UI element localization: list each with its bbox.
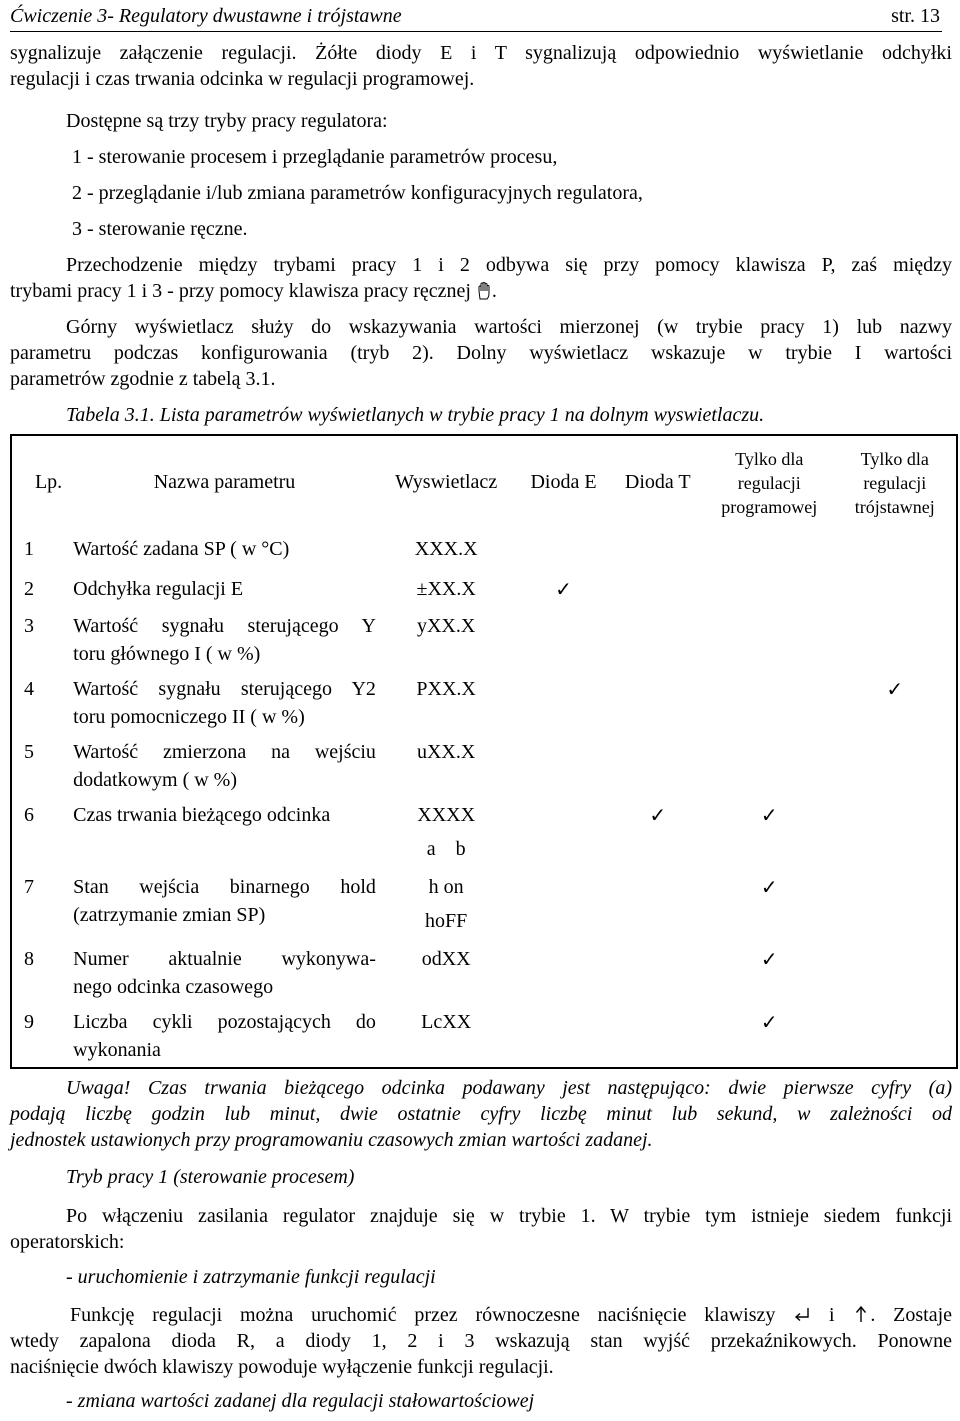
check-mark-icon: ✓ — [760, 947, 778, 971]
func1-line-1-a: Funkcję regulacji można uruchomić przez równoczesne naciśnięcie klawiszy — [70, 1304, 776, 1326]
check-mark-icon: ✓ — [760, 1010, 778, 1034]
row-name — [73, 669, 376, 732]
row-display-line: hoFF — [425, 910, 468, 932]
row-programmed — [705, 569, 834, 606]
table-row — [11, 867, 957, 939]
intro-paragraph — [10, 40, 952, 92]
row-lp: 7 — [24, 876, 34, 898]
row-three-state — [834, 732, 957, 795]
row-display — [376, 569, 517, 606]
row-diode-e — [516, 732, 610, 795]
row-name-line: Liczba cykli pozostających do — [73, 1011, 376, 1033]
display-line-2: parametru podczas konfigurowania (tryb 2). Dolny wyświetlacz wskazuje w trybie I wartości — [10, 342, 952, 364]
row-lp: 2 — [24, 578, 34, 600]
section1-paragraph — [10, 1203, 952, 1255]
func1-line-1-c: . Zostaje — [870, 1304, 953, 1326]
row-diode-t — [611, 795, 705, 867]
row-programmed — [705, 795, 834, 867]
row-diode-t — [611, 669, 705, 732]
row-display — [376, 867, 517, 939]
row-programmed — [705, 529, 834, 569]
table-row — [11, 732, 957, 795]
row-diode-e — [516, 1002, 610, 1068]
table-header-row — [11, 435, 957, 529]
func1-line-1 — [10, 1302, 952, 1328]
display-line-3: parametrów zgodnie z tabelą 3.1. — [10, 368, 276, 390]
row-name-line: (zatrzymanie zmian SP) — [73, 904, 266, 926]
row-display — [376, 529, 517, 569]
row-diode-t — [611, 939, 705, 1002]
row-three-state — [834, 939, 957, 1002]
row-three-state — [834, 867, 957, 939]
row-display-line: LcXX — [421, 1011, 472, 1033]
header-prog-line-2: regulacji — [737, 472, 801, 493]
check-mark-icon: ✓ — [760, 875, 778, 899]
row-name-line: toru głównego I ( w %) — [73, 643, 261, 665]
row-display-line: XXXX — [417, 804, 476, 826]
row-diode-t — [611, 732, 705, 795]
row-display-line: yXX.X — [416, 615, 476, 637]
header-diode-e: Dioda E — [530, 471, 597, 493]
row-name — [73, 569, 376, 606]
table-body — [11, 529, 957, 1068]
row-display-line: PXX.X — [416, 678, 476, 700]
mode-item-3: 3 - sterowanie ręczne. — [72, 218, 248, 240]
row-name-line: nego odcinka czasowego — [73, 976, 274, 998]
switching-paragraph — [10, 252, 952, 304]
row-display — [376, 939, 517, 1002]
row-display — [376, 606, 517, 669]
display-paragraph — [10, 314, 952, 392]
mode-item-2: 2 - przeglądanie i/lub zmiana parametrów konfiguracyjnych regulatora, — [72, 182, 643, 204]
row-diode-t — [611, 569, 705, 606]
row-name-line: Numer aktualnie wykonywa- — [73, 948, 376, 970]
row-lp: 8 — [24, 948, 34, 970]
row-diode-t — [611, 1002, 705, 1068]
row-display — [376, 1002, 517, 1068]
table-caption: Tabela 3.1. Lista parametrów wyświetlanych w trybie pracy 1 na dolnym wyswietlaczu. — [66, 404, 765, 426]
row-diode-e — [516, 669, 610, 732]
row-display — [376, 732, 517, 795]
table-row — [11, 939, 957, 1002]
func1-line-2: wtedy zapalona dioda R, a diody 1, 2 i 3 wskazują stan wyjść przekaźnikowych. Ponowne — [10, 1330, 952, 1352]
row-display — [376, 795, 517, 867]
switching-line-2-end: . — [491, 280, 497, 302]
header-prog-line-1: Tylko dla — [735, 448, 804, 469]
note-line-2: podają liczbę godzin lub minut, dwie ostatnie cyfry liczbę minut lub sekund, w zależności od — [10, 1103, 952, 1125]
table-row — [11, 569, 957, 606]
row-name — [73, 1002, 376, 1068]
check-mark-icon: ✓ — [886, 677, 904, 701]
row-name — [73, 795, 376, 867]
intro-line-2: regulacji i czas trwania odcinka w regulacji programowej. — [10, 68, 475, 90]
switching-line-2-text: trybami pracy 1 i 3 - przy pomocy klawisza pracy ręcznej — [10, 280, 471, 302]
row-name-line: Wartość sygnału sterującego Y2 — [73, 678, 376, 700]
intro-line-1: sygnalizuje załączenie regulacji. Żółte diody E i T sygnalizują odpowiednio wyświetlanie odchyłki — [10, 42, 952, 64]
parameters-table — [10, 434, 958, 1069]
row-name-line: toru pomocniczego II ( w %) — [73, 706, 305, 728]
modes-lead: Dostępne są trzy tryby pracy regulatora: — [66, 110, 388, 132]
row-diode-t — [611, 606, 705, 669]
header-lp: Lp. — [34, 471, 63, 493]
table-row — [11, 669, 957, 732]
row-programmed — [705, 669, 834, 732]
row-diode-e — [516, 795, 610, 867]
note-paragraph — [10, 1075, 952, 1153]
row-three-state — [834, 569, 957, 606]
check-mark-icon: ✓ — [555, 577, 572, 601]
row-programmed — [705, 732, 834, 795]
display-line-1: Górny wyświetlacz służy do wskazywania wartości mierzonej (w trybie pracy 1) lub nazwy — [66, 316, 952, 338]
section-title-mode-1: Tryb pracy 1 (sterowanie procesem) — [66, 1166, 355, 1188]
row-name-line: Stan wejścia binarnego hold — [73, 876, 376, 898]
row-diode-t — [611, 867, 705, 939]
header-name: Nazwa parametru — [153, 471, 296, 493]
row-diode-t — [611, 529, 705, 569]
row-three-state — [834, 529, 957, 569]
switching-line-1: Przechodzenie między trybami pracy 1 i 2 odbywa się przy pomocy klawisza P, zaś między — [66, 254, 952, 276]
row-name-line: Wartość sygnału sterującego Y — [73, 615, 376, 637]
row-display — [376, 669, 517, 732]
row-name-line: Odchyłka regulacji E — [73, 578, 244, 600]
func1-line-1-b: i — [828, 1304, 835, 1326]
row-three-state — [834, 795, 957, 867]
row-three-state — [834, 606, 957, 669]
row-name — [73, 732, 376, 795]
row-name-line: Wartość zadana SP ( w °C) — [73, 538, 290, 560]
header-diode-t: Dioda T — [624, 471, 691, 493]
header-prog-line-3: programowej — [721, 496, 818, 517]
row-programmed — [705, 1002, 834, 1068]
note-line-3: jednostek ustawionych przy programowaniu czasowych zmian wartości zadanej. — [10, 1129, 653, 1151]
row-three-state — [834, 669, 957, 732]
note-line-1: Uwaga! Czas trwania bieżącego odcinka podawany jest następująco: dwie pierwsze cyfry (a) — [66, 1077, 952, 1099]
row-name — [73, 939, 376, 1002]
switching-line-2 — [10, 278, 952, 304]
func1-paragraph — [10, 1302, 952, 1380]
row-programmed — [705, 939, 834, 1002]
row-name-line: Czas trwania bieżącego odcinka — [73, 804, 331, 826]
header-three-state — [834, 435, 957, 529]
document-title: Ćwiczenie 3- Regulatory dwustawne i trójstawne — [10, 5, 402, 27]
function-title-setpoint: - zmiana wartości zadanej dla regulacji stałowartościowej — [66, 1390, 535, 1412]
row-lp: 1 — [24, 538, 34, 560]
table-row — [11, 606, 957, 669]
row-diode-e — [516, 569, 610, 606]
enter-key-icon — [793, 1304, 811, 1322]
header-tri-line-3: trójstawnej — [854, 496, 935, 517]
mode-item-1: 1 - sterowanie procesem i przeglądanie parametrów procesu, — [72, 146, 558, 168]
row-diode-e — [516, 867, 610, 939]
row-display-line: ±XX.X — [416, 578, 476, 600]
row-lp: 9 — [24, 1011, 34, 1033]
row-display-line: odXX — [421, 948, 471, 970]
row-display-line: a b — [426, 838, 466, 860]
row-name — [73, 606, 376, 669]
row-name — [73, 867, 376, 939]
row-diode-e — [516, 939, 610, 1002]
header-tri-line-1: Tylko dla — [860, 448, 929, 469]
page-header — [10, 5, 942, 32]
header-programmed — [705, 435, 834, 529]
section1-line-1: Po włączeniu zasilania regulator znajduje się w trybie 1. W trybie tym istnieje siedem funkcji — [66, 1205, 952, 1227]
row-programmed — [705, 606, 834, 669]
table-row — [11, 1002, 957, 1068]
row-lp: 5 — [24, 741, 34, 763]
section1-line-2: operatorskich: — [10, 1231, 125, 1253]
table-row — [11, 529, 957, 569]
row-lp: 3 — [24, 615, 34, 637]
check-mark-icon: ✓ — [760, 803, 778, 827]
row-display-line: XXX.X — [414, 538, 478, 560]
hand-key-icon — [476, 281, 492, 299]
row-diode-e — [516, 606, 610, 669]
function-title-start-stop: - uruchomienie i zatrzymanie funkcji regulacji — [66, 1266, 436, 1288]
row-name — [73, 529, 376, 569]
row-lp: 4 — [24, 678, 34, 700]
row-lp: 6 — [24, 804, 34, 826]
up-arrow-key-icon — [852, 1304, 870, 1322]
check-mark-icon: ✓ — [649, 803, 667, 827]
row-display-line: h on — [428, 876, 464, 898]
row-display-line: uXX.X — [416, 741, 476, 763]
row-three-state — [834, 1002, 957, 1068]
func1-line-3: naciśnięcie dwóch klawiszy powoduje wyłączenie funkcji regulacji. — [10, 1356, 554, 1378]
row-name-line: dodatkowym ( w %) — [73, 769, 237, 791]
table-row — [11, 795, 957, 867]
header-display: Wyswietlacz — [395, 471, 498, 493]
row-diode-e — [516, 529, 610, 569]
header-tri-line-2: regulacji — [863, 472, 927, 493]
row-name-line: Wartość zmierzona na wejściu — [73, 741, 376, 763]
page-number: str. 13 — [891, 5, 940, 27]
row-programmed — [705, 867, 834, 939]
row-name-line: wykonania — [73, 1039, 161, 1061]
